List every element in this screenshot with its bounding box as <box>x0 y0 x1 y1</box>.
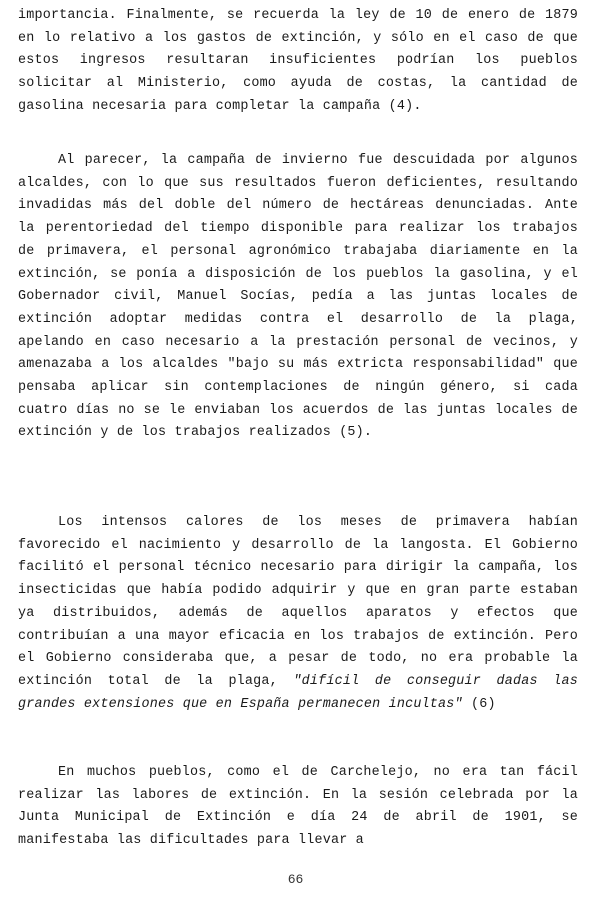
paragraph-3 <box>18 512 578 716</box>
page-number: 66 <box>287 872 304 887</box>
paragraph-1: importancia. Finalmente, se recuerda la ley de 10 de enero de 1879 en lo relativo a los gastos de extinción, y sólo en el caso de que estos ingresos resultaran insuficientes podrían los pueblos solicitar al Ministerio, como ayuda de costas, la cantidad de gasolina necesaria para completar la campaña (4). <box>18 8 578 114</box>
paragraph-3-text: Los intensos calores de los meses de primavera habían favorecido el nacimiento y desarrollo de la langosta. El Gobierno facilitó el personal técnico necesario para dirigir la campaña, los insecticidas que había podido adquirir y que en gran parte estaban ya distribuidos, además de aquellos aparatos y efectos que contribuían a una mayor eficacia en los trabajos de extinción. Pero el Gobierno consideraba que, a pesar de todo, no era probable la extinción total de la plaga, <box>18 515 578 689</box>
paragraph-4: En muchos pueblos, como el de Carchelejo, no era tan fácil realizar las labores de extinción. En la sesión celebrada por la Junta Municipal de Extinción e día 24 de abril de 1901, se manifestaba las dificultades para llevar a <box>18 765 578 849</box>
paragraph-3-quote: "difícil de conseguir dadas las grandes extensiones que en España permanecen incultas" <box>18 673 578 712</box>
paragraph-2: Al parecer, la campaña de invierno fue descuidada por algunos alcaldes, con lo que sus resultados fueron deficientes, resultando invadidas más del doble del número de hectáreas denunciadas. Ante la perentoriedad del tiempo disponible para realizar los trabajos de primavera, el personal agronómico trabajaba diariamente en la extinción, se ponía a disposición de los pueblos la gasolina, y el Gobernador civil, Manuel Socías, pedía a las juntas locales de extinción adoptar medidas contra el desarrollo de la plaga, apelando en caso necesario a la prestación personal de vecinos, y amenazaba a los alcaldes "bajo su más extricta responsabilidad" que pensaba aplicar sin contemplaciones de ningún género, si cada cuatro días no se le enviaban los acuerdos de las juntas locales de extinción y de los trabajos realizados (5). <box>18 153 578 441</box>
paragraph-3-citation: (6) <box>462 696 496 712</box>
